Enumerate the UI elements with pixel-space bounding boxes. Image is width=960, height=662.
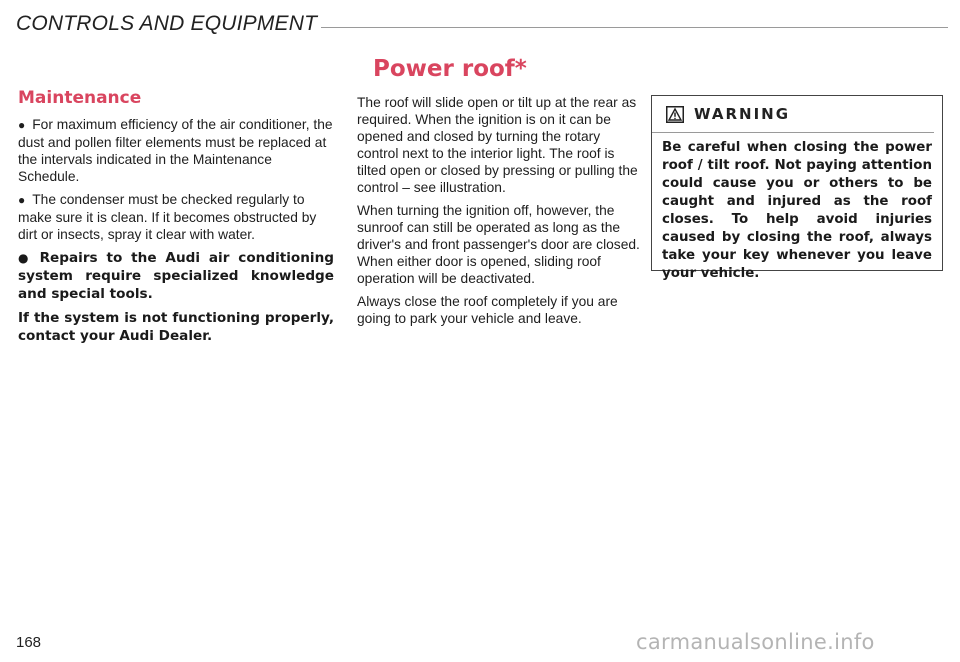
power-roof-text-2: When turning the ignition off, however, the sunroof can still be operated as long as the driver's and front passenger's door are closed. When either door is opened, sliding roof operation will be deactivated. <box>357 203 640 286</box>
maintenance-bullet-2 <box>18 191 334 243</box>
maintenance-text-3: Repairs to the Audi air conditioning system require specialized knowledge and special tools. <box>18 250 334 302</box>
maintenance-text-4: If the system is not functioning properly, contact your Audi Dealer. <box>18 310 334 344</box>
bullet-icon: ● <box>18 251 33 265</box>
page-header <box>16 10 948 38</box>
maintenance-bullet-1 <box>18 116 334 185</box>
warning-triangle-icon <box>666 106 684 123</box>
chapter-title: CONTROLS AND EQUIPMENT <box>16 12 318 35</box>
power-roof-section <box>357 94 645 333</box>
warning-header <box>652 96 934 133</box>
maintenance-text-1: For maximum efficiency of the air conditioner, the dust and pollen filter elements must be replaced at the intervals indicated in the Maintenance Schedule. <box>18 117 333 184</box>
maintenance-bullet-3 <box>18 249 334 303</box>
watermark-text: carmanualsonline.info <box>636 630 875 654</box>
maintenance-text-2: The condenser must be checked regularly to make sure it is clean. If it becomes obstructed by dirt or insects, spray it clear with water. <box>18 192 317 242</box>
power-roof-text-1: The roof will slide open or tilt up at the rear as required. When the ignition is on it can be opened and closed by turning the rotary control next to the interior light. The roof is tilted open or closed by pressing or pulling the control – see illustration. <box>357 95 638 195</box>
page-number: 168 <box>16 634 42 651</box>
header-divider <box>321 27 948 28</box>
maintenance-title: Maintenance <box>18 88 142 108</box>
bullet-icon: ● <box>18 193 26 207</box>
power-roof-title: Power roof* <box>373 56 527 82</box>
warning-box <box>651 95 943 281</box>
maintenance-section <box>18 88 334 351</box>
power-roof-text-3: Always close the roof completely if you are going to park your vehicle and leave. <box>357 294 618 326</box>
warning-text: Be careful when closing the power roof / tilt roof. Not paying attention could cause you or others to be caught and injured as the roof closes. To help avoid injuries caused by closing the roof, always take your key whenever you leave your vehicle. <box>662 140 932 281</box>
warning-label: WARNING <box>694 105 791 123</box>
bullet-icon: ● <box>18 118 26 132</box>
